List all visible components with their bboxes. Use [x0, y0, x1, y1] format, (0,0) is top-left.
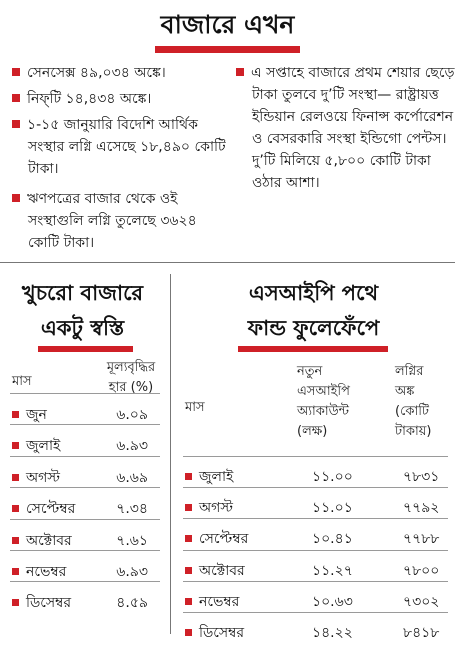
inflation-title-underline — [38, 346, 133, 352]
table-row — [12, 403, 162, 423]
accounts-cell: ১১.২৭ — [312, 562, 353, 579]
rate-cell: ৬.৬৯ — [116, 469, 148, 486]
table-row — [12, 434, 162, 454]
month-cell: অগস্ট — [26, 469, 61, 486]
sip-title-line2: ফান্ড ফুলেফেঁপে — [247, 315, 380, 340]
amount-cell: ৭৭৮৮ — [403, 531, 440, 548]
page-title: বাজারে এখন — [160, 10, 295, 39]
accounts-cell: ১১.০০ — [312, 469, 353, 485]
amount-cell: ৭৮০০ — [403, 562, 440, 579]
inflation-month-header: মাস — [12, 374, 32, 389]
table-row — [185, 621, 447, 641]
row-marker-icon — [185, 629, 192, 636]
month-cell: জুলাই — [199, 469, 234, 485]
table-row — [12, 529, 162, 549]
row-marker-icon — [12, 442, 19, 449]
sip-title-line1: এসআইপি পথে — [248, 280, 379, 305]
row-marker-icon — [12, 599, 19, 606]
table-row — [12, 560, 162, 580]
sip-month-header: মাস — [185, 400, 205, 415]
row-separator — [10, 424, 160, 425]
row-separator — [183, 487, 448, 488]
month-cell: ডিসেম্বর — [26, 595, 72, 612]
rate-cell: ৭.৩৪ — [116, 501, 148, 518]
inflation-rate-header: মূল্যবৃদ্ধির হার (%) — [106, 360, 156, 395]
key-point: নিফ্‌টি ১৪,৪৩৪ অঙ্কে। — [12, 88, 222, 110]
month-cell: অক্টোবর — [26, 532, 72, 549]
title-underline — [155, 46, 300, 53]
bullet-icon — [12, 194, 20, 202]
row-separator — [10, 456, 160, 457]
table-row — [12, 591, 162, 611]
row-separator — [183, 518, 448, 519]
inflation-title-line2: একটু স্বস্তি — [40, 315, 125, 340]
rate-cell: ৪.৫৯ — [116, 595, 148, 612]
table-row — [12, 466, 162, 486]
amount-cell: ৭৩০২ — [403, 593, 440, 610]
key-point: ঋণপত্রের বাজার থেকে ওই সংস্থাগুলি লগ্নি তুলেছে ৩৬২৪ কোটি টাকা। — [12, 188, 228, 254]
row-separator — [10, 393, 160, 394]
sip-invest-header: লগ্নির অঙ্ক (কোটি টাকায়) — [395, 364, 432, 439]
sip-title-underline — [238, 346, 388, 352]
amount-cell: ৭৭৯২ — [403, 500, 440, 517]
row-marker-icon — [12, 505, 19, 512]
row-marker-icon — [185, 473, 192, 480]
row-separator — [10, 487, 160, 488]
row-marker-icon — [12, 537, 19, 544]
key-point: ১-১৫ জানুয়ারি বিদেশি আর্থিক সংস্থার লগ্নি এসেছে ১৮,৪৯০ কোটি টাকা। — [12, 114, 226, 180]
month-cell: নভেম্বর — [199, 593, 240, 610]
month-cell: অগস্ট — [199, 500, 234, 517]
column-divider — [170, 274, 171, 634]
row-separator — [183, 550, 448, 551]
amount-cell: ৭৮৩১ — [403, 469, 440, 485]
table-row — [12, 497, 162, 517]
row-separator — [183, 456, 448, 457]
month-cell: জুলাই — [26, 438, 61, 455]
amount-cell: ৮৪১৮ — [403, 625, 440, 641]
row-separator — [10, 519, 160, 520]
row-separator — [183, 581, 448, 582]
table-row — [185, 465, 447, 485]
row-marker-icon — [185, 535, 192, 542]
bullet-icon — [236, 68, 244, 76]
section-divider — [0, 262, 455, 263]
accounts-cell: ১১.০১ — [312, 500, 353, 517]
row-separator — [10, 581, 160, 582]
accounts-cell: ১৪.২২ — [312, 625, 353, 641]
month-cell: নভেম্বর — [26, 564, 67, 580]
accounts-cell: ১০.৬৩ — [312, 593, 353, 610]
rate-cell: ৬.০৯ — [116, 407, 148, 423]
rate-cell: ৬.৯৩ — [116, 438, 148, 455]
row-marker-icon — [185, 567, 192, 574]
table-row — [185, 496, 447, 516]
ipo-note: এ সপ্তাহে বাজারে প্রথম শেয়ার ছেড়ে টাকা তুলবে দু’টি সংস্থা— রাষ্ট্রায়ত্ত ইন্ডিয়ান রেলওয়ে ফিনান্স কর্পোরেশন ও বেসরকারি সংস্থা ইন্ডিগো পেন্টস। দু’টি মিলিয়ে ৫,৮০০ কোটি টাকা ওঠার আশা। — [236, 62, 455, 194]
table-row — [185, 590, 447, 610]
row-separator — [183, 612, 448, 613]
bullet-icon — [12, 94, 20, 102]
row-marker-icon — [12, 568, 19, 575]
row-marker-icon — [185, 598, 192, 605]
row-marker-icon — [12, 411, 19, 418]
row-separator — [10, 550, 160, 551]
month-cell: অক্টোবর — [199, 562, 245, 579]
bullet-icon — [12, 120, 20, 128]
table-row — [185, 527, 447, 547]
accounts-cell: ১০.৪১ — [312, 531, 353, 548]
bullet-icon — [12, 68, 20, 76]
rate-cell: ৭.৬১ — [116, 532, 148, 549]
row-marker-icon — [185, 504, 192, 511]
month-cell: জুন — [26, 407, 47, 423]
month-cell: সেপ্টেম্বর — [26, 501, 76, 518]
key-point: সেনসেক্স ৪৯,০৩৪ অঙ্কে। — [12, 62, 222, 84]
month-cell: ডিসেম্বর — [199, 625, 245, 641]
inflation-title-line1: খুচরো বাজারে — [21, 280, 144, 305]
rate-cell: ৬.৯৩ — [116, 564, 148, 580]
month-cell: সেপ্টেম্বর — [199, 531, 249, 548]
row-marker-icon — [12, 474, 19, 481]
table-row — [185, 559, 447, 579]
sip-accounts-header: নতুন এসআইপি অ্যাকাউন্ট (লক্ষ) — [297, 364, 350, 439]
